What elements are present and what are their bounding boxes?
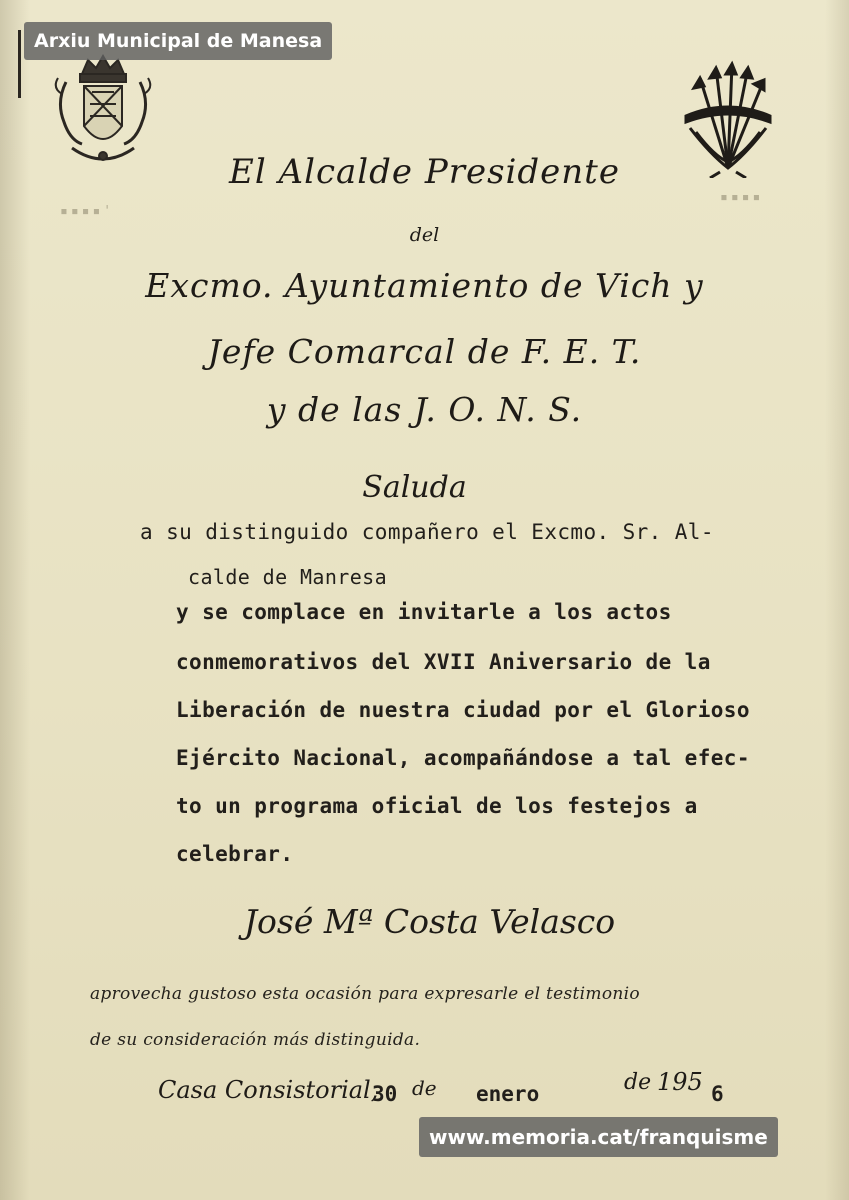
- date-month: enero: [476, 1082, 540, 1106]
- date-year-typed: 6: [711, 1082, 724, 1106]
- header-del: del: [409, 224, 440, 246]
- signer-name: José Mª Costa Velasco: [243, 902, 616, 941]
- date-de: de: [624, 1070, 652, 1095]
- website-watermark: www.memoria.cat/franquisme: [419, 1117, 778, 1157]
- header-line-ayuntamiento: Excmo. Ayuntamiento de Vich y: [145, 266, 704, 305]
- saluda-heading: Saluda: [362, 470, 467, 505]
- header-line-jons: y de las J. O. N. S.: [266, 390, 583, 429]
- typed-line: conmemorativos del XVII Aniversario de la: [176, 650, 711, 674]
- typed-line: calde de Manresa: [188, 565, 388, 589]
- binding-mark: [18, 30, 21, 98]
- closing-line: aprovecha gustoso esta ocasión para expresarle el testimonio: [90, 984, 640, 1004]
- date-day: 30: [372, 1082, 398, 1106]
- faint-bleed-mark: ▪▪▪▪: [720, 190, 764, 205]
- header-title: El Alcalde Presidente: [229, 152, 620, 192]
- typed-line: y se complace en invitarle a los actos: [176, 600, 672, 624]
- typed-line: to un programa oficial de los festejos a: [176, 794, 698, 818]
- typed-line: celebrar.: [176, 842, 294, 866]
- archive-watermark: Arxiu Municipal de Manesa: [24, 22, 332, 60]
- faint-bleed-mark: ▪▪▪▪': [60, 204, 115, 219]
- typed-line: a su distinguido compañero el Excmo. Sr. Al-: [140, 520, 714, 544]
- header-line-jefe: Jefe Comarcal de F. E. T.: [207, 332, 642, 371]
- typed-line: Liberación de nuestra ciudad por el Glorioso: [176, 698, 750, 722]
- typed-line: Ejército Nacional, acompañándose a tal efec-: [176, 746, 750, 770]
- date-place: Casa Consistorial,: [158, 1076, 379, 1104]
- closing-line: de su consideración más distinguida.: [90, 1030, 421, 1050]
- date-de: de: [412, 1076, 437, 1100]
- date-year-printed: 195: [657, 1068, 703, 1096]
